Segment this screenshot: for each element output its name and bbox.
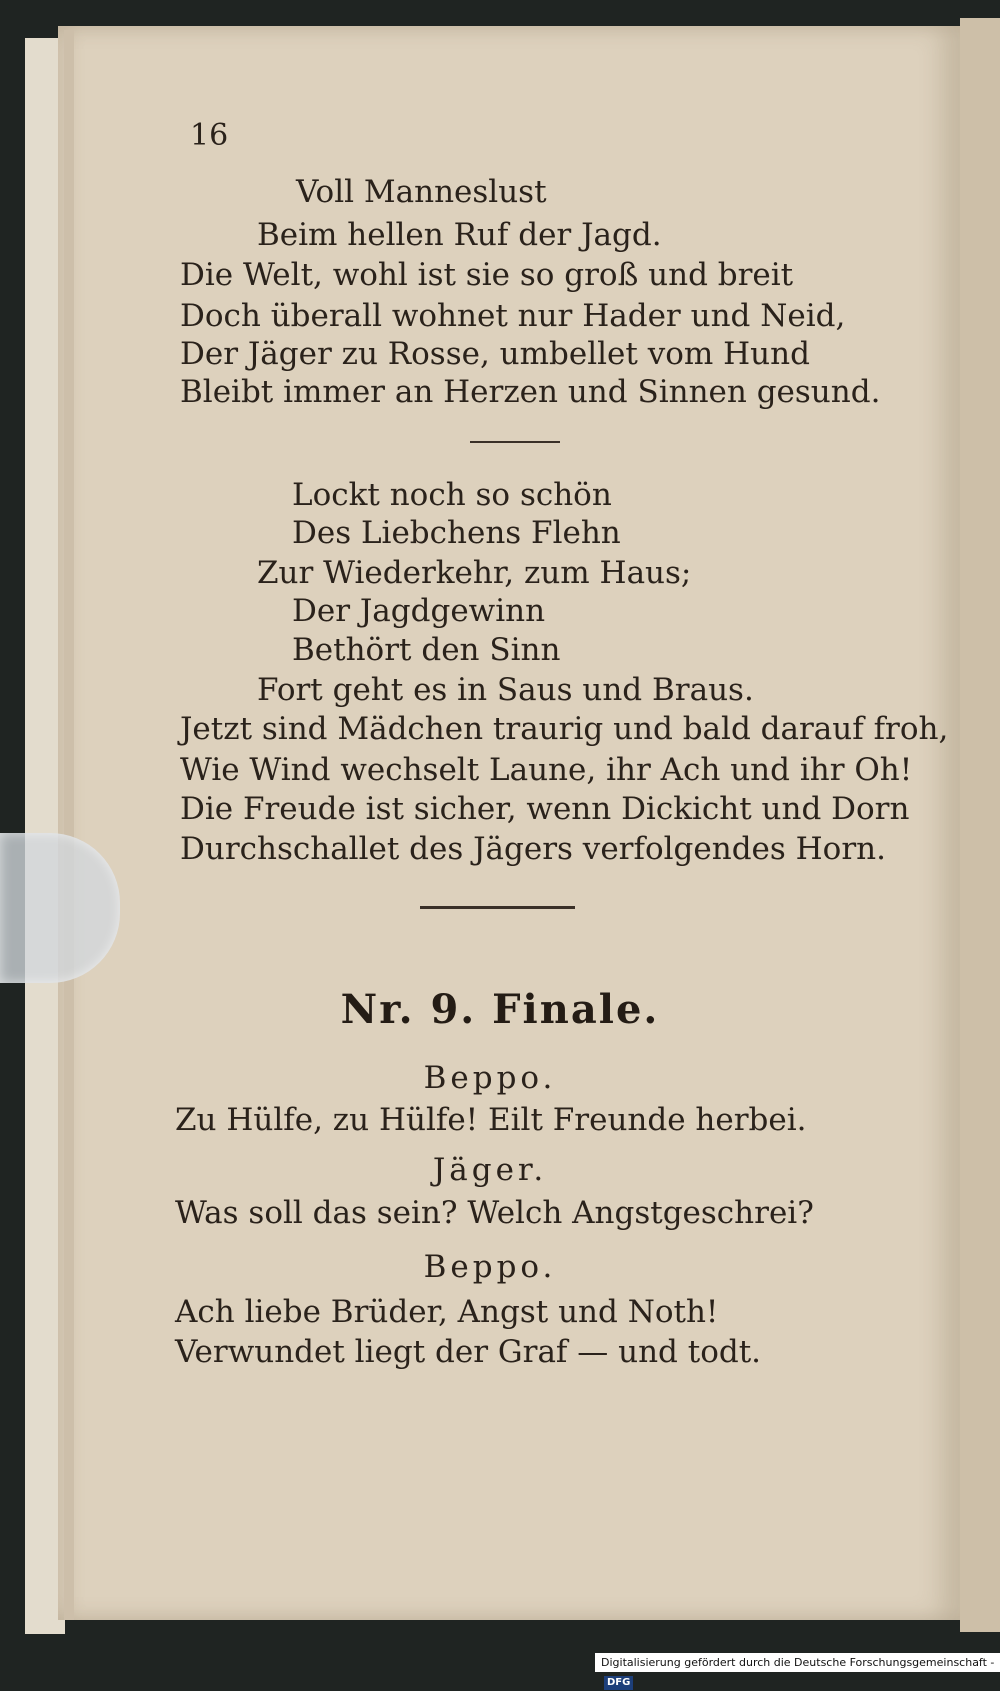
verse-line: Fort geht es in Saus und Braus. xyxy=(257,672,754,708)
page-gutter xyxy=(64,30,74,1620)
verse-line: Beim hellen Ruf der Jagd. xyxy=(257,217,662,253)
verse-line: Wie Wind wechselt Laune, ihr Ach und ihr Oh! xyxy=(180,752,913,788)
verse-line: Bethört den Sinn xyxy=(292,632,561,668)
dialogue-line: Verwundet liegt der Graf — und todt. xyxy=(175,1334,762,1370)
verse-line: Die Welt, wohl ist sie so groß und breit xyxy=(180,257,794,293)
speaker-name: Beppo. xyxy=(423,1060,557,1096)
speaker-name: Beppo. xyxy=(423,1249,557,1285)
verse-line: Die Freude ist sicher, wenn Dickicht und Dorn xyxy=(180,791,910,827)
verse-line: Bleibt immer an Herzen und Sinnen gesund. xyxy=(180,374,881,410)
dialogue-line: Zu Hülfe, zu Hülfe! Eilt Freunde herbei. xyxy=(175,1102,807,1138)
verse-line: Zur Wiederkehr, zum Haus; xyxy=(257,555,692,591)
credit-text: Digitalisierung gefördert durch die Deutsche Forschungsgemeinschaft - xyxy=(601,1656,995,1669)
verse-line: Der Jagdgewinn xyxy=(292,593,546,629)
dialogue-line: Ach liebe Brüder, Angst und Noth! xyxy=(175,1294,719,1330)
verse-line: Lockt noch so schön xyxy=(292,477,612,513)
section-divider xyxy=(420,906,575,909)
verse-line: Des Liebchens Flehn xyxy=(292,515,621,551)
verse-line: Voll Manneslust xyxy=(296,174,547,210)
verse-line: Durchschallet des Jägers verfolgendes Horn. xyxy=(180,831,886,867)
digitization-credit xyxy=(595,1653,1000,1688)
dialogue-line: Was soll das sein? Welch Angstgeschrei? xyxy=(175,1195,814,1231)
verse-line: Der Jäger zu Rosse, umbellet vom Hund xyxy=(180,336,810,372)
section-heading: Nr. 9. Finale. xyxy=(340,986,660,1033)
verse-line: Doch überall wohnet nur Hader und Neid, xyxy=(180,298,846,334)
page-number: 16 xyxy=(190,118,229,153)
speaker-name: Jäger. xyxy=(432,1152,548,1188)
facing-page-edge xyxy=(960,18,1000,1632)
section-divider xyxy=(470,441,560,443)
dfg-logo: DFG xyxy=(604,1676,633,1690)
verse-line: Jetzt sind Mädchen traurig und bald darauf froh, xyxy=(180,711,949,747)
